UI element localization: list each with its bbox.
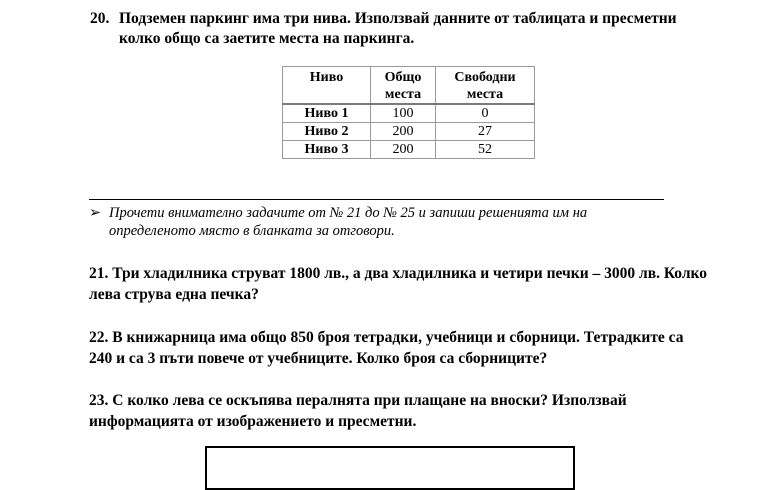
header-level: Ниво	[283, 67, 371, 105]
cell-total: 200	[371, 141, 436, 159]
cell-level: Ниво 1	[283, 104, 371, 123]
instruction-text: Прочети внимателно задачите от № 21 до № 25 и запиши решенията им на определеното място в бланката за отговори.	[109, 205, 588, 239]
arrow-bullet-icon: ➢	[89, 205, 102, 221]
cell-free: 0	[436, 104, 535, 123]
cell-level: Ниво 3	[283, 141, 371, 159]
question-22: 22. В книжарница има общо 850 броя тетрадки, учебници и сборници. Тетрадките са 240 и са 3 пъти повече от учебниците. Колко броя са сборниците?	[89, 329, 684, 367]
question-21: 21. Три хладилника струват 1800 лв., а два хладилника и четири печки – 3000 лв. Колко лева струва една печка?	[89, 265, 708, 303]
cell-total: 100	[371, 104, 436, 123]
question-23: 23. С колко лева се оскъпява пералнята при плащане на вноски? Използвай информацията от изображението и пресметни.	[89, 392, 627, 430]
question-20-text: Подземен паркинг има три нива. Използвай данните от таблицата и пресметни колко общо са заетите места на паркинга.	[119, 10, 677, 47]
table-row	[283, 141, 535, 159]
header-total: Общо места	[371, 67, 436, 105]
table-row	[283, 104, 535, 123]
table-row	[283, 123, 535, 141]
table-header-row	[283, 67, 535, 105]
parking-table	[282, 66, 535, 159]
question-20-number: 20.	[90, 10, 110, 27]
cell-free: 52	[436, 141, 535, 159]
cell-level: Ниво 2	[283, 123, 371, 141]
header-free: Свободни места	[436, 67, 535, 105]
section-divider	[89, 199, 664, 200]
cell-total: 200	[371, 123, 436, 141]
washing-machine-image-frame	[205, 446, 575, 490]
cell-free: 27	[436, 123, 535, 141]
